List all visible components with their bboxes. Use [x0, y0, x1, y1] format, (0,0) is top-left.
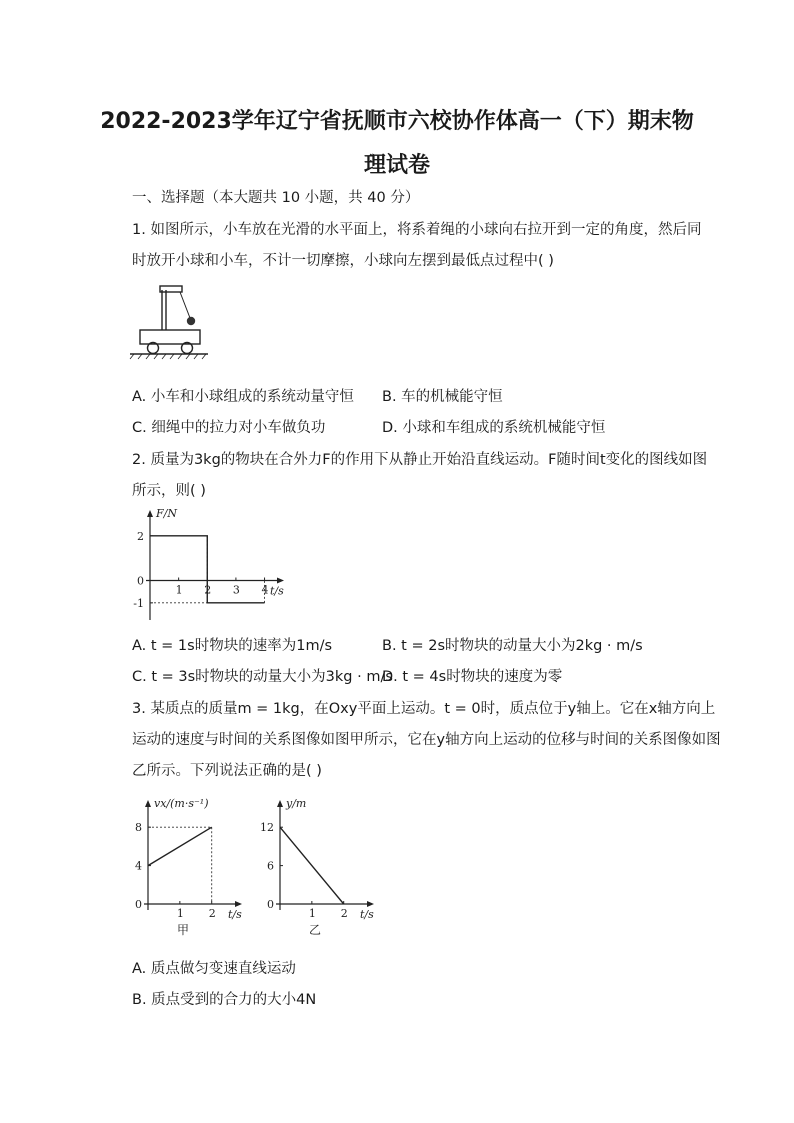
x-tick-label: 3 — [232, 583, 240, 597]
y-tick-label: 6 — [267, 859, 274, 873]
q1-stem-line1: 1. 如图所示，小车放在光滑的水平面上，将系着绳的小球向右拉开到一定的角度，然后同 — [132, 222, 702, 238]
page-title: 2022-2023学年辽宁省抚顺市六校协作体高一（下）期末物理试卷 — [100, 109, 694, 178]
y-axis-label: vx/(m·s⁻¹) — [154, 797, 209, 810]
x-axis-label: t/s — [360, 908, 374, 921]
q3-option-b[interactable]: B. 质点受到的合力的大小4N — [132, 992, 317, 1008]
y-tick-label: 0 — [135, 898, 142, 911]
x-axis-label: t/s — [228, 908, 242, 921]
q3-option-a[interactable]: A. 质点做匀变速直线运动 — [132, 961, 296, 977]
y-tick-label: 8 — [135, 821, 142, 835]
q2-force-time-chart — [126, 504, 294, 624]
y-axis-arrow-icon — [147, 510, 153, 517]
y-axis-arrow-icon — [277, 800, 283, 807]
series-line-vx — [148, 827, 212, 865]
x-axis-arrow-icon — [367, 901, 374, 907]
x-tick-label: 1 — [175, 583, 183, 597]
q3-chart-jia — [126, 796, 256, 942]
x-tick-label: 2 — [208, 907, 216, 920]
q2-option-b[interactable]: B. t = 2s时物块的动量大小为2kg · m/s — [382, 638, 643, 654]
q2-stem-line2: 所示，则( ) — [132, 483, 206, 499]
y-tick-label: 2 — [137, 529, 144, 543]
q2-stem-line1: 2. 质量为3kg的物块在合外力F的作用下从静止开始沿直线运动。F随时间t变化的图线如图 — [132, 452, 708, 468]
q2-option-d[interactable]: D. t = 4s时物块的速度为零 — [382, 669, 563, 685]
ball-icon — [187, 317, 195, 325]
x-axis-arrow-icon — [277, 578, 284, 584]
q1-stem-line2: 时放开小球和小车，不计一切摩擦，小球向左摆到最低点过程中( ) — [132, 253, 554, 269]
y-tick-label: 12 — [260, 821, 274, 835]
q3-chart-yi — [258, 796, 388, 942]
q1-option-b[interactable]: B. 车的机械能守恒 — [382, 389, 503, 405]
y-tick-label: 0 — [267, 898, 274, 911]
q1-option-a[interactable]: A. 小车和小球组成的系统动量守恒 — [132, 389, 354, 405]
series-line-y — [280, 827, 344, 904]
chart-caption: 乙 — [309, 923, 322, 937]
y-tick-label: 4 — [135, 859, 142, 873]
y-tick-label: 0 — [137, 574, 144, 588]
x-tick-label: 2 — [340, 907, 348, 920]
x-tick-label: 2 — [204, 583, 212, 597]
q3-stem-line3: 乙所示。下列说法正确的是( ) — [132, 763, 322, 779]
chart-caption: 甲 — [177, 923, 190, 937]
series-line-F — [150, 536, 265, 603]
q1-option-d[interactable]: D. 小球和车组成的系统机械能守恒 — [382, 420, 606, 436]
q3-stem-line1: 3. 某质点的质量m = 1kg，在Oxy平面上运动。t = 0时，质点位于y轴上。它在x轴方向上 — [132, 701, 716, 717]
x-axis-label: t/s — [270, 584, 284, 598]
q2-option-a[interactable]: A. t = 1s时物块的速率为1m/s — [132, 638, 333, 654]
q3-stem-line2: 运动的速度与时间的关系图像如图甲所示，它在y轴方向上运动的位移与时间的关系图像如图 — [132, 732, 721, 748]
q1-option-c[interactable]: C. 细绳中的拉力对小车做负功 — [132, 420, 326, 436]
y-tick-label: -1 — [133, 596, 144, 610]
x-tick-label: 4 — [261, 583, 269, 597]
q2-option-c[interactable]: C. t = 3s时物块的动量大小为3kg · m/s — [132, 669, 393, 685]
x-tick-label: 1 — [176, 907, 184, 920]
x-tick-label: 1 — [308, 907, 316, 920]
y-axis-arrow-icon — [145, 800, 151, 807]
x-axis-arrow-icon — [235, 901, 242, 907]
section-heading: 一、选择题（本大题共 10 小题，共 40 分） — [132, 190, 420, 206]
y-axis-label: F/N — [156, 507, 177, 520]
y-axis-label: y/m — [286, 797, 307, 810]
q1-cart-pendulum-figure — [128, 282, 218, 362]
